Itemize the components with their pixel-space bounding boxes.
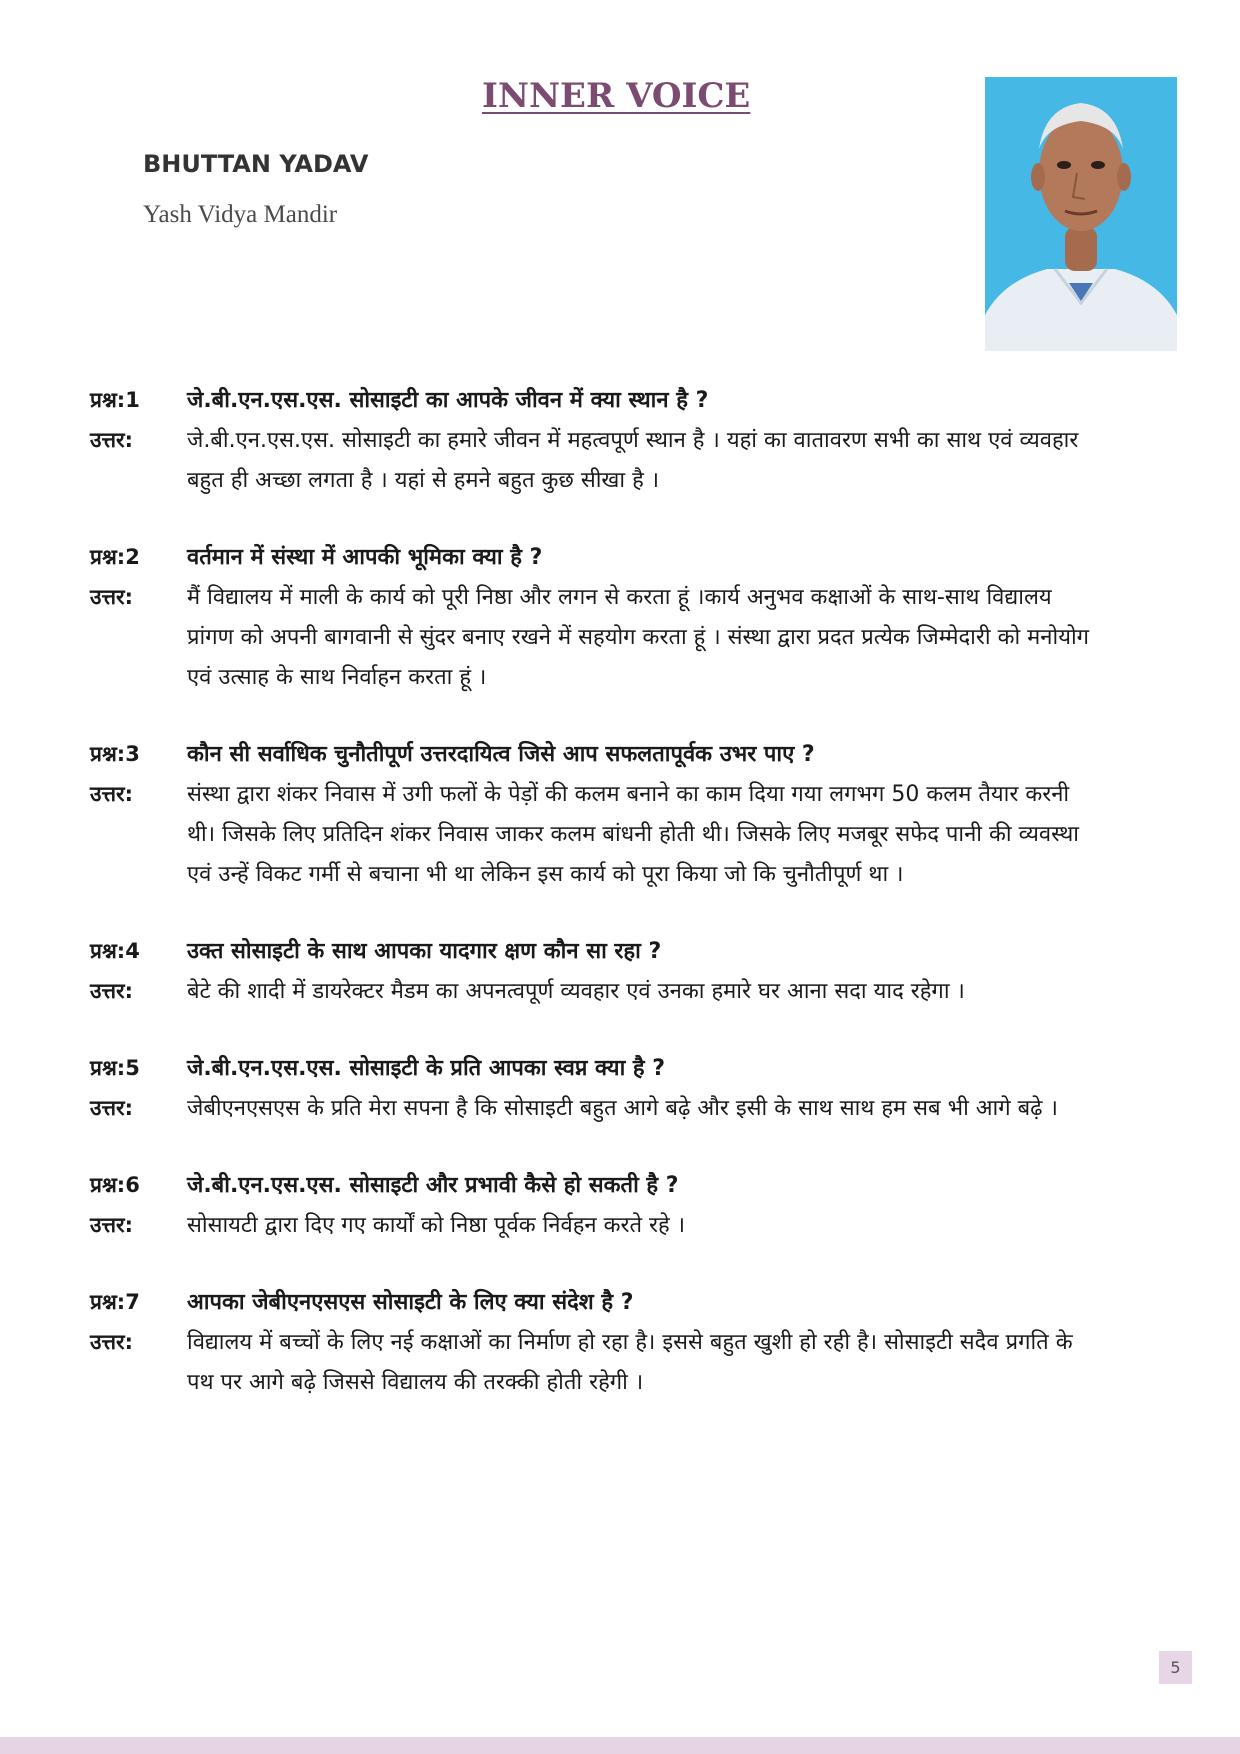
question-row (90, 1048, 1100, 1089)
qa-list (90, 380, 1100, 1439)
qa-item-3 (90, 734, 1100, 895)
question-text: जे.बी.एन.एस.एस. सोसाइटी का आपके जीवन में क्या स्थान है ? (187, 388, 709, 413)
question-label: प्रश्न:6 (90, 1173, 140, 1197)
answer-text: जेबीएनएसएस के प्रति मेरा सपना है कि सोसाइटी बहुत आगे बढ़े और इसी के साथ साथ हम सब भी आगे बढ़े । (187, 1096, 1058, 1121)
answer-row (90, 1089, 1100, 1129)
question-text: वर्तमान में संस्था में आपकी भूमिका क्या है ? (187, 545, 543, 570)
question-label: प्रश्न:4 (90, 939, 140, 963)
question-text: जे.बी.एन.एस.एस. सोसाइटी के प्रति आपका स्वप्न क्या है ? (187, 1056, 666, 1081)
answer-label: उत्तर: (90, 1213, 134, 1237)
answer-text: संस्था द्वारा शंकर निवास में उगी फलों के पेड़ों की कलम बनाने का काम दिया गया लगभग 50 कलम तैयार करनी थी। जिसके लिए प्रतिदिन शंकर निवास जाकर कलम बांधनी होती थी। जिसके लिए मजबूर सफेद पानी की व्यवस्था एवं उन्हें विकट गर्मी से बचाना भी था लेकिन इस कार्य को पूरा किया जो कि चुनौतीपूर्ण था । (187, 782, 1079, 887)
answer-label: उत्तर: (90, 979, 134, 1003)
answer-row (90, 421, 1100, 501)
answer-label: उत्तर: (90, 1096, 134, 1120)
answer-row (90, 1206, 1100, 1246)
page-title: INNER VOICE (482, 76, 751, 116)
qa-item-1 (90, 380, 1100, 501)
answer-row (90, 1323, 1100, 1403)
question-label: प्रश्न:5 (90, 1056, 140, 1080)
question-label: प्रश्न:1 (90, 388, 140, 412)
person-name: BHUTTAN YADAV (143, 150, 369, 178)
question-label: प्रश्न:7 (90, 1290, 140, 1314)
answer-label: उत्तर: (90, 1330, 134, 1354)
person-school: Yash Vidya Mandir (143, 201, 338, 228)
answer-text: जे.बी.एन.एस.एस. सोसाइटी का हमारे जीवन में महत्वपूर्ण स्थान है । यहां का वातावरण सभी का साथ एवं व्यवहार बहुत ही अच्छा लगता है । यहां से हमने बहुत कुछ सीखा है । (187, 428, 1079, 493)
answer-row (90, 578, 1100, 698)
answer-row (90, 775, 1100, 895)
answer-label: उत्तर: (90, 428, 134, 452)
qa-item-7 (90, 1282, 1100, 1403)
question-row (90, 380, 1100, 421)
question-row (90, 931, 1100, 972)
question-text: कौन सी सर्वाधिक चुनौतीपूर्ण उत्तरदायित्व जिसे आप सफलतापूर्वक उभर पाए ? (187, 742, 815, 767)
question-text: आपका जेबीएनएसएस सोसाइटी के लिए क्या संदेश है ? (187, 1290, 634, 1315)
question-label: प्रश्न:2 (90, 545, 140, 569)
question-row (90, 734, 1100, 775)
answer-text: सोसायटी द्वारा दिए गए कार्यों को निष्ठा पूर्वक निर्वहन करते रहे । (187, 1213, 686, 1238)
question-row (90, 537, 1100, 578)
question-text: जे.बी.एन.एस.एस. सोसाइटी और प्रभावी कैसे हो सकती है ? (187, 1173, 679, 1198)
page-number: 5 (1159, 1651, 1192, 1684)
qa-item-2 (90, 537, 1100, 698)
footer-band (0, 1737, 1240, 1754)
answer-label: उत्तर: (90, 782, 134, 806)
question-row (90, 1282, 1100, 1323)
portrait-photo-icon (985, 77, 1177, 351)
answer-text: विद्यालय में बच्चों के लिए नई कक्षाओं का निर्माण हो रहा है। इससे बहुत खुशी हो रही है। सोसाइटी सदैव प्रगति के पथ पर आगे बढ़े जिससे विद्यालय की तरक्की होती रहेगी । (187, 1330, 1073, 1395)
answer-text: बेटे की शादी में डायरेक्टर मैडम का अपनत्वपूर्ण व्यवहार एवं उनका हमारे घर आना सदा याद रहेगा । (187, 979, 965, 1004)
qa-item-4 (90, 931, 1100, 1012)
portrait-photo (985, 77, 1177, 351)
question-text: उक्त सोसाइटी के साथ आपका यादगार क्षण कौन सा रहा ? (187, 939, 662, 964)
answer-label: उत्तर: (90, 585, 134, 609)
question-row (90, 1165, 1100, 1206)
question-label: प्रश्न:3 (90, 742, 140, 766)
answer-text: मैं विद्यालय में माली के कार्य को पूरी निष्ठा और लगन से करता हूं ।कार्य अनुभव कक्षाओं के साथ-साथ विद्यालय प्रांगण को अपनी बागवानी से सुंदर बनाए रखने में सहयोग करता हूं । संस्था द्वारा प्रदत प्रत्येक जिम्मेदारी को मनोयोग एवं उत्साह के साथ निर्वाहन करता हूं । (187, 585, 1090, 690)
qa-item-5 (90, 1048, 1100, 1129)
qa-item-6 (90, 1165, 1100, 1246)
answer-row (90, 972, 1100, 1012)
